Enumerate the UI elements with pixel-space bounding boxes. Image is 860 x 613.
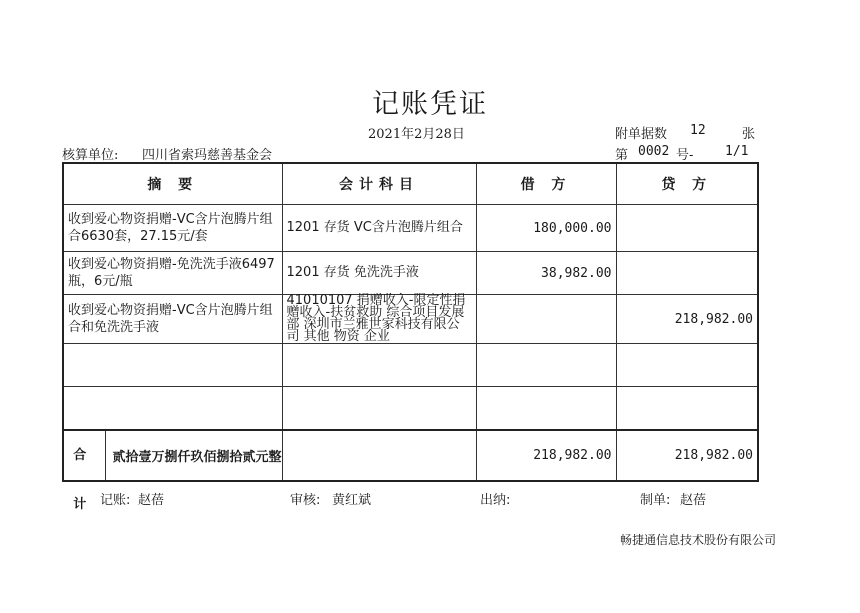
total-amount-in-words: 贰拾壹万捌仟玖佰捌拾贰元整 — [112, 450, 282, 465]
table-row — [63, 295, 758, 344]
reviewer-label: 审核: — [290, 493, 321, 508]
row-summary: 收到爱心物资捐赠-VC含片泡腾片组合6630套，27.15元/套 — [63, 205, 282, 252]
row-summary: 收到爱心物资捐赠-免洗洗手液6497瓶，6元/瓶 — [63, 252, 282, 295]
row-summary — [63, 387, 282, 431]
attachments-unit: 张 — [742, 127, 756, 142]
row-credit — [616, 252, 758, 295]
bookkeeper-name: 赵蓓 — [138, 493, 165, 508]
row-account: 1201 存货 VC含片泡腾片组合 — [282, 205, 476, 252]
table-row — [63, 205, 758, 252]
voucher-prefix: 第 — [615, 148, 629, 163]
row-summary — [63, 344, 282, 387]
table-header-row — [63, 163, 758, 205]
attachments-label: 附单据数 — [615, 127, 668, 142]
table-row — [63, 387, 758, 431]
row-debit — [476, 295, 616, 344]
row-account: 1201 存货 免洗洗手液 — [282, 252, 476, 295]
unit-name: 四川省索玛慈善基金会 — [142, 148, 273, 163]
voucher-suffix: 号- — [676, 148, 694, 163]
row-account — [282, 387, 476, 431]
software-vendor: 畅捷通信息技术股份有限公司 — [620, 533, 777, 547]
table-row — [63, 252, 758, 295]
table-row — [63, 344, 758, 387]
row-debit — [476, 387, 616, 431]
row-debit: 38,982.00 — [476, 252, 616, 295]
total-credit: 218,982.00 — [616, 430, 758, 481]
voucher-title: 记账凭证 — [372, 89, 488, 120]
row-debit: 180,000.00 — [476, 205, 616, 252]
header-debit: 借 方 — [476, 163, 616, 205]
row-account — [282, 344, 476, 387]
attachments-count: 12 — [690, 123, 706, 138]
bookkeeper-label: 记账: — [100, 493, 131, 508]
row-credit — [616, 387, 758, 431]
header-account: 会计科目 — [282, 163, 476, 205]
total-label: 合 计 — [64, 431, 106, 480]
voucher-number: 0002 — [638, 144, 670, 159]
row-account: 41010107 捐赠收入-限定性捐赠收入-扶贫救助 综合项目发展部 深圳市兰雅世家科技有限公司 其他 物资 企业 — [282, 295, 476, 344]
preparer-name: 赵蓓 — [680, 493, 707, 508]
preparer-label: 制单: — [640, 493, 671, 508]
total-debit: 218,982.00 — [476, 430, 616, 481]
row-summary: 收到爱心物资捐赠-VC含片泡腾片组合和免洗洗手液 — [63, 295, 282, 344]
voucher-page: 1/1 — [725, 144, 749, 159]
unit-label: 核算单位: — [62, 148, 119, 163]
total-row — [63, 430, 758, 481]
header-summary: 摘 要 — [63, 163, 282, 205]
row-credit — [616, 344, 758, 387]
row-debit — [476, 344, 616, 387]
row-credit — [616, 205, 758, 252]
voucher-date: 2021年2月28日 — [368, 127, 465, 142]
reviewer-name: 黄红斌 — [332, 493, 372, 508]
total-account-empty — [282, 430, 476, 481]
cashier-label: 出纳: — [480, 493, 511, 508]
row-credit: 218,982.00 — [616, 295, 758, 344]
header-credit: 贷 方 — [616, 163, 758, 205]
